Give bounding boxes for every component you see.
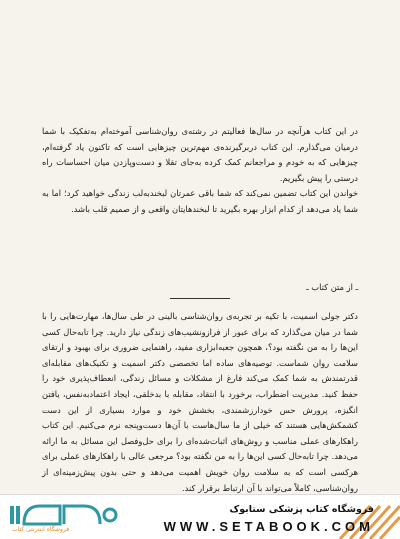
footer-rule xyxy=(0,494,400,495)
book-description: دکتر جولی اسمیت، با تکیه بر تجربه‌ی روان‌شناسی بالینی در طی سال‌ها، مهارت‌هایی را با شما در میان می‌گذارد که برای عبور از فرازونشیب‌های زندگی نیاز دارید. چرا تابه‌حال کسی این‌ها را به من نگفته بود؟، همچون جعبه‌ابزاری مفید، راهنمایی ضروری برای بهبود و ارتقای سلامت روان شماست. توصیه‌های ساده اما تخصصی دکتر اسمیت و تکنیک‌های مقابله‌ای قدرتمندش به شما کمک می‌کند فارغ از مشکلات و مسائل زندگی، انعطاف‌پذیری خود را حفظ کنید. مدیریت اضطراب، برخورد با انتقاد، مقابله با بدخلقی، ایجاد اعتمادبه‌نفس، یافتن انگیزه، پرورش حس خودارزشمندی، بخشش خود و موارد بسیاری از این دست کشمکش‌هایی هستند که خیلی از ما سال‌هاست با آن‌ها دست‌وپنجه نرم می‌کنیم. این کتاب راهکارهای عملی مناسب و روش‌های اثبات‌شده‌ای را برای حل‌وفصل این مسائل به ما ارائه می‌دهد. چرا تابه‌حال کسی این‌ها را به من نگفته بود؟ مرجعی عالی با راهکارهای عملی برای هرکسی است که به سلامت روان خویش اهمیت می‌دهد و حتی بدون پیش‌زمینه‌ای از روان‌شناسی، کاملاً می‌تواند با آن ارتباط برقرار کند. xyxy=(42,311,358,493)
logo-subtitle: فروشگاه اینترنتی کتاب xyxy=(12,526,70,533)
intro-paragraph-2: خواندن این کتاب تضمین نمی‌کند که شما باقی عمرتان لبخندبه‌لب زندگی خواهید کرد؛ اما به شما یاد می‌دهد از کدام ابزار بهره بگیرید تا لبخندهایتان واقعی و از صمیم قلب باشد. xyxy=(42,188,358,214)
store-website-link[interactable]: WWW.SETABOOK.COM xyxy=(163,519,374,534)
quote-source: ـ از متن کتاب ـ xyxy=(306,282,358,292)
store-name: فروشگاه کتاب پزشکی ستابوک xyxy=(229,504,374,515)
intro-paragraph-1: در این کتاب هرآنچه در سال‌ها فعالیتم در رشته‌ی روان‌شناسی آموخته‌ام به‌تفکیک با شما درمیان می‌گذارم. این کتاب دربرگیرنده‌ی مهم‌ترین چیزهایی است که تاکنون یاد گرفته‌ام، چیزهایی که به خودم و مراجعانم کمک کرده به‌جای تقلا و دست‌وپازدن میان احساسات راه درستی را پیش بگیریم. xyxy=(42,126,358,183)
intro-quote xyxy=(42,124,358,218)
section-divider xyxy=(170,298,230,299)
